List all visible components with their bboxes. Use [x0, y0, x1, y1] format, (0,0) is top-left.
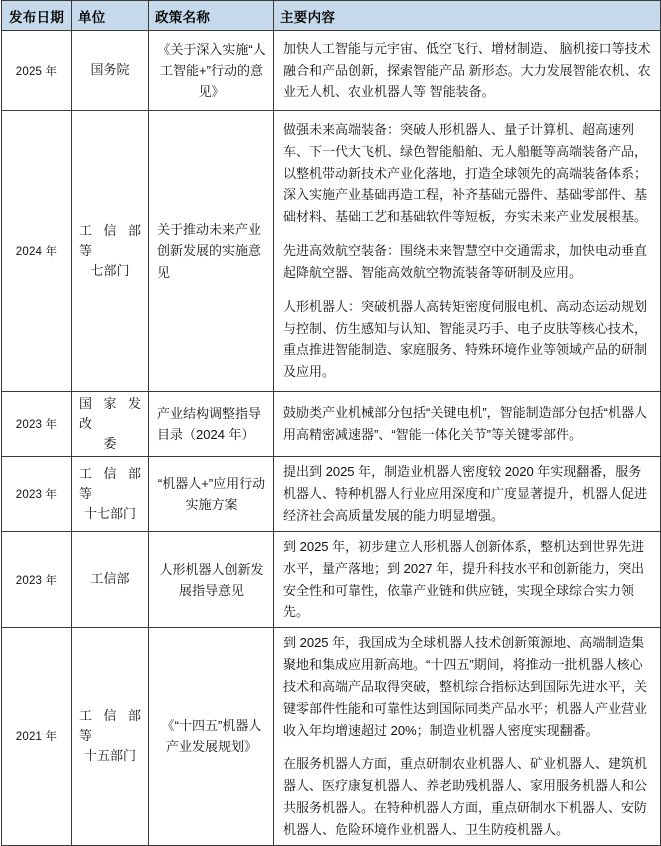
- content-paragraph: 加快人工智能与元宇宙、低空飞行、增材制造、 脑机接口等技术融合和产品创新，探索智能产品 新形态。大力发展智能农机、农业无人机、农业机器人等 智能装备。: [283, 40, 651, 100]
- column-header-policy-name: 政策名称: [149, 1, 274, 31]
- cell-unit-line: 工 信 部 等: [79, 708, 141, 744]
- policy-table: [1, 0, 661, 846]
- header-row: [2, 1, 661, 31]
- cell-unit: 工信部: [72, 531, 149, 627]
- table-row: [2, 531, 661, 627]
- column-header-date: 发布日期: [2, 1, 72, 31]
- cell-policy-name: 人形机器人创新发展指导意见: [149, 531, 274, 627]
- cell-main-content: [274, 111, 661, 392]
- cell-date: 2021 年: [2, 628, 72, 845]
- cell-policy-name: “机器人+”应用行动实施方案: [149, 457, 274, 531]
- content-paragraph: 提出到 2025 年，制造业机器人密度较 2020 年实现翻番，服务机器人、特种机器人行业应用深度和广度显著提升，机器人促进经济社会高质量发展的能力明显增强。: [283, 464, 648, 524]
- cell-unit: [72, 111, 149, 392]
- cell-unit: [72, 628, 149, 845]
- cell-main-content: [274, 531, 661, 627]
- cell-policy-name: 产业结构调整指导目录（2024 年）: [149, 392, 274, 457]
- content-paragraph: 人形机器人：突破机器人高转矩密度伺服电机、高动态运动规划与控制、仿生感知与认知、智能灵巧手、电子皮肤等核心技术，重点推进智能制造、家庭服务、特殊环境作业等领域产品的研制及应用。: [283, 298, 648, 380]
- column-header-main-content: 主要内容: [274, 1, 661, 31]
- table-row: [2, 628, 661, 845]
- content-paragraph: 到 2025 年，初步建立人形机器人创新体系，整机达到世界先进水平，量产落地；到 2027 年，提升科技水平和创新能力，突出安全性和可靠性，依靠产业链和供应链，实现全球综合实力领先。: [283, 538, 645, 620]
- cell-main-content: [274, 31, 661, 111]
- table-header: [2, 1, 661, 31]
- cell-unit-line: 工 信 部 等: [79, 222, 141, 258]
- column-header-unit: 单位: [72, 1, 149, 31]
- cell-policy-name: 《关于深入实施“人工智能+”行动的意见》: [149, 31, 274, 111]
- cell-unit-line: 国 家 发 改: [79, 396, 141, 432]
- content-paragraph: 鼓励类产业机械部分包括“关键电机”，智能制造部分包括“机器人用高精密减速器”、“智能一体化关节”等关键零部件。: [283, 405, 647, 443]
- cell-unit: [72, 392, 149, 457]
- cell-date: 2025 年: [2, 31, 72, 111]
- table-row: [2, 31, 661, 111]
- cell-main-content: [274, 457, 661, 531]
- cell-policy-name: 关于推动未来产业创新发展的实施意见: [149, 111, 274, 392]
- cell-unit-line: 七部门: [90, 263, 130, 279]
- cell-main-content: [274, 392, 661, 457]
- table-row: [2, 111, 661, 392]
- table-body: [2, 31, 661, 846]
- content-paragraph: 到 2025 年，我国成为全球机器人技术创新策源地、高端制造集聚地和集成应用新高地。“十四五”期间，将推动一批机器人核心技术和高端产品取得突破，整机综合指标达到国际先进水平，关键零部件性能和可靠性达到国际同类产品水平；机器人产业营业收入年均增速超过 20%；制造业机器人密度实现翻番。: [283, 635, 648, 738]
- cell-date: 2023 年: [2, 531, 72, 627]
- cell-unit-line: 工 信 部 等: [79, 465, 141, 502]
- content-paragraph: 做强未来高端装备：突破人形机器人、量子计算机、超高速列车、下一代大飞机、绿色智能船舶、无人船艇等高端装备产品，以整机带动新技术产业化落地，打造全球领先的高端装备体系；深入实施产业基础再造工程，补齐基础元器件、基础零部件、基础材料、基础工艺和基础软件等短板，夯实未来产业发展根基。: [283, 121, 648, 225]
- cell-date: 2023 年: [2, 392, 72, 457]
- cell-unit-line: 十七部门: [83, 506, 136, 522]
- cell-main-content: [274, 628, 661, 845]
- table-row: [2, 457, 661, 531]
- content-paragraph: 在服务机器人方面，重点研制农业机器人、矿业机器人、建筑机器人、医疗康复机器人、养老助残机器人、家用服务机器人和公共服务机器人。在特种机器人方面，重点研制水下机器人、安防机器人、危险环境作业机器人、卫生防疫机器人。: [283, 756, 648, 837]
- cell-unit: [72, 457, 149, 531]
- cell-policy-name: 《“十四五”机器人产业发展规划》: [149, 628, 274, 845]
- cell-unit-line: 委: [103, 436, 117, 452]
- table-row: [2, 392, 661, 457]
- content-paragraph: 先进高效航空装备：围绕未来智慧空中交通需求，加快电动垂直起降航空器、智能高效航空物流装备等研制及应用。: [283, 243, 648, 280]
- cell-unit-line: 十五部门: [83, 748, 136, 764]
- cell-unit: 国务院: [72, 31, 149, 111]
- cell-date: 2024 年: [2, 111, 72, 392]
- cell-date: 2023 年: [2, 457, 72, 531]
